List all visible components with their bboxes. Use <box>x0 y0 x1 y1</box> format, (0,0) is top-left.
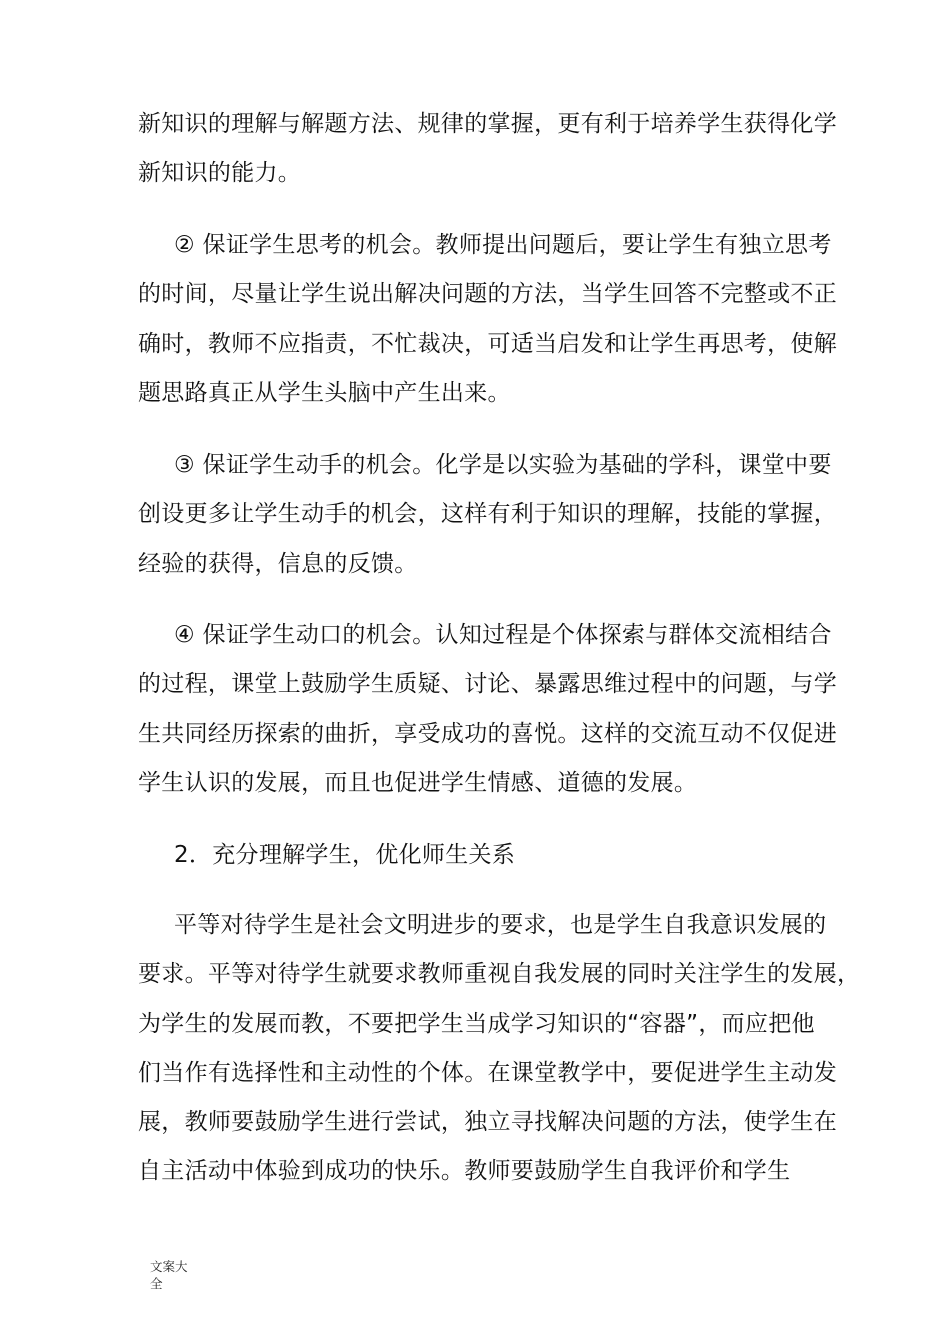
paragraph-line: 学生认识的发展，而且也促进学生情感、道德的发展。 <box>138 769 698 796</box>
paragraph-line: 要求。平等对待学生就要求教师重视自我发展的同时关注学生的发展， <box>138 961 861 988</box>
paragraph-line: 新知识的能力。 <box>138 160 302 187</box>
paragraph-line: 创设更多让学生动手的机会，这样有利于知识的理解，技能的掌握， <box>138 501 837 528</box>
paragraph-4 <box>138 611 837 808</box>
paragraph-6 <box>138 901 861 1197</box>
paragraph-line: ② 保证学生思考的机会。教师提出问题后，要让学生有独立思考 <box>174 232 832 258</box>
paragraph-line: 生共同经历探索的曲折，享受成功的喜悦。这样的交流互动不仅促进 <box>138 720 837 747</box>
section-heading-text: 2．充分理解学生，优化师生关系 <box>174 842 516 868</box>
paragraph-line: ④ 保证学生动口的机会。认知过程是个体探索与群体交流相结合 <box>174 622 832 648</box>
paragraph-line: 平等对待学生是社会文明进步的要求，也是学生自我意识发展的 <box>174 912 827 938</box>
paragraph-3 <box>138 441 837 589</box>
paragraph-line: 为学生的发展而教，不要把学生当成学习知识的“容器”，而应把他 <box>138 1010 815 1037</box>
paragraph-line: 的过程，课堂上鼓励学生质疑、讨论、暴露思维过程中的问题，与学 <box>138 671 837 698</box>
paragraph-line: 确时，教师不应指责，不忙裁决，可适当启发和让学生再思考，使解 <box>138 330 837 357</box>
paragraph-line: 自主活动中体验到成功的快乐。教师要鼓励学生自我评价和学生 <box>138 1158 791 1185</box>
footer-line: 文案大 <box>150 1259 188 1274</box>
paragraph-line: ③ 保证学生动手的机会。化学是以实验为基础的学科，课堂中要 <box>174 452 832 478</box>
section-heading <box>138 831 818 880</box>
page-footer <box>150 1258 200 1292</box>
paragraph-2 <box>138 221 837 418</box>
footer-line: 全 <box>150 1276 163 1291</box>
paragraph-line: 们当作有选择性和主动性的个体。在课堂教学中，要促进学生主动发 <box>138 1059 837 1086</box>
paragraph-1 <box>138 100 837 199</box>
paragraph-line: 的时间，尽量让学生说出解决问题的方法，当学生回答不完整或不正 <box>138 281 837 308</box>
paragraph-line: 题思路真正从学生头脑中产生出来。 <box>138 379 511 406</box>
paragraph-line: 经验的获得，信息的反馈。 <box>138 550 418 577</box>
paragraph-line: 展，教师要鼓励学生进行尝试，独立寻找解决问题的方法，使学生在 <box>138 1109 837 1136</box>
paragraph-line: 新知识的理解与解题方法、规律的掌握，更有利于培养学生获得化学 <box>138 111 837 137</box>
